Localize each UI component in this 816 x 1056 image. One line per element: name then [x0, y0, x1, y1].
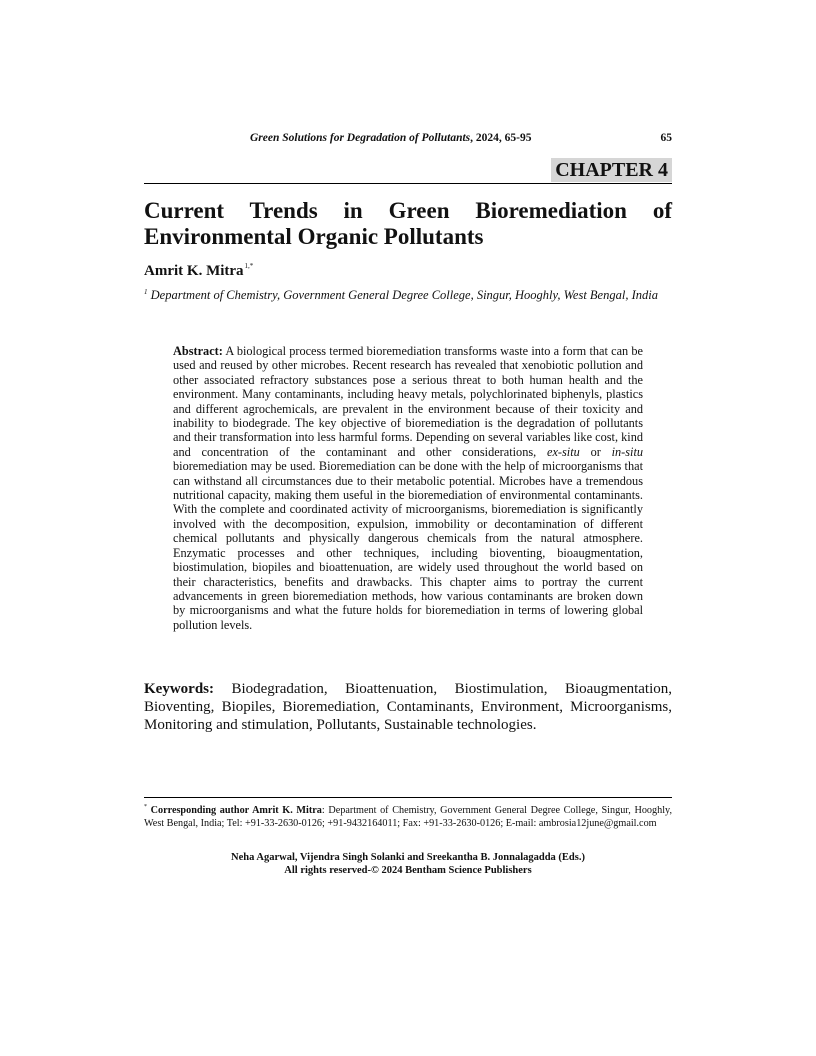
author-name: Amrit K. Mitra — [144, 263, 244, 279]
keywords-text: Biodegradation, Bioattenuation, Biostimulation, Bioaugmentation, Bioventing, Biopiles, Bioremediation, Contaminants, Environment, Microorganisms, Monitoring and stimulation, Pollutants, Sustainable technologies. — [144, 681, 673, 733]
chapter-banner — [144, 156, 672, 184]
footnote-divider — [144, 797, 672, 798]
page-number: 65 — [660, 132, 672, 144]
footnote-mark: * — [144, 804, 147, 810]
author-marks: 1,* — [244, 262, 254, 270]
keywords-label: Keywords: — [144, 681, 214, 697]
affiliation-text: Department of Chemistry, Government General Degree College, Singur, Hooghly, West Bengal, India — [150, 288, 658, 303]
keywords — [144, 680, 672, 734]
editors-line: Neha Agarwal, Vijendra Singh Solanki and Sreekantha B. Jonnalagadda (Eds.) — [231, 852, 585, 863]
rights-line: All rights reserved-© 2024 Bentham Science Publishers — [284, 865, 532, 876]
journal-details: , 2024, 65-95 — [470, 132, 532, 144]
footnote-label: Corresponding author Amrit K. Mitra — [150, 805, 322, 816]
copyright-block — [144, 851, 672, 877]
abstract-term-ex-situ: ex-situ — [547, 444, 580, 459]
abstract-connector: or — [590, 444, 601, 459]
chapter-title: Current Trends in Green Bioremediation of Environmental Organic Pollutants — [144, 198, 672, 249]
abstract-label: Abstract: — [173, 344, 223, 358]
abstract — [173, 344, 643, 632]
corresponding-author-footnote — [144, 801, 672, 830]
abstract-text-part1: A biological process termed bioremediation transforms waste into a form that can be used and reused by other microbes. Recent research has revealed that xenobiotic pollution and other associated refractory substances pose a serious threat to both human health and the environment. Many contaminants, including heavy metals, polychlorinated biphenyls, plastics and different agrochemicals, are prevalent in the environment because of their toxicity and inability to biodegrade. The key objective of bioremediation is the degradation of pollutants and their transformation into less harmful forms. Depending on several variables like cost, kind and concentration of the contaminant and other considerations, — [173, 344, 643, 459]
journal-title: Green Solutions for Degradation of Pollutants — [250, 132, 471, 144]
abstract-text-part2: bioremediation may be used. Bioremediation can be done with the help of microorganisms that can withstand all circumstances due to their metabolic potential. Microbes have a tremendous nutritional capacity, making them useful in the bioremediation of environmental contaminants. With the complete and coordinated activity of microorganisms, bioremediation is significantly involved with the decomposition, expulsion, immobility or decontamination of different chemical pollutants and physically dangerous chemicals from the natural atmosphere. Enzymatic processes and other techniques, including bioventing, bioaugmentation, biostimulation, biopiles and bioattenuation, are widely used throughout the world based on their characteristics, benefits and drawbacks. This chapter aims to portray the current advancements in green bioremediation methods, how various contaminants are broken down by microorganisms and what the future holds for bioremediation in terms of lowering global pollution levels. — [173, 459, 643, 632]
journal-citation — [250, 132, 531, 144]
affiliation — [144, 285, 672, 303]
author-line — [144, 262, 253, 280]
footnote-text: : Department of Chemistry, Government General Degree College, Singur, Hooghly, West Bengal, India; Tel: +91-33-2630-0126; +91-9432164011; Fax: +91-33-2630-0126; E-mail: ambrosia12june@gmail.com — [144, 805, 672, 829]
affiliation-mark: 1 — [144, 288, 148, 296]
running-header — [144, 132, 672, 148]
abstract-term-in-situ: in-situ — [611, 444, 644, 459]
chapter-label: CHAPTER 4 — [551, 158, 672, 182]
